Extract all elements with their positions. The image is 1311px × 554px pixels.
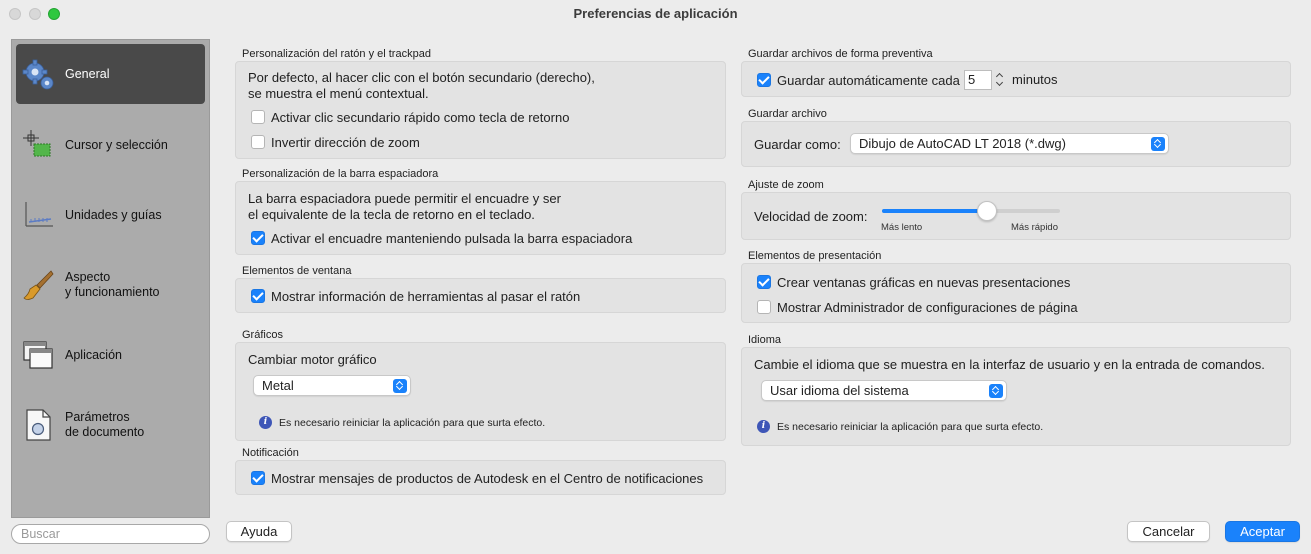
chevron-updown-icon: [393, 379, 407, 393]
invert-zoom-label: Invertir dirección de zoom: [271, 134, 420, 150]
notification-panel: [235, 460, 726, 495]
sidebar-item-document[interactable]: [16, 398, 205, 452]
spacebar-description-line1: La barra espaciadora puede permitir el encuadre y ser: [248, 191, 561, 206]
sidebar: [11, 39, 210, 518]
accept-button[interactable]: Aceptar: [1225, 521, 1300, 542]
sidebar-item-cursor[interactable]: [16, 123, 205, 167]
zoom-speed-slider-knob[interactable]: [977, 201, 997, 221]
autosave-minutes-field[interactable]: 5: [964, 70, 992, 90]
tooltips-label: Mostrar información de herramientas al pasar el ratón: [271, 288, 581, 304]
zoom-speed-label: Velocidad de zoom:: [754, 209, 868, 224]
zoom-faster-label: Más rápido: [1011, 222, 1058, 233]
cancel-button[interactable]: Cancelar: [1127, 521, 1210, 542]
spacebar-description-line2: el equivalente de la tecla de retorno en el teclado.: [248, 207, 535, 222]
graphics-engine-label: Cambiar motor gráfico: [248, 352, 377, 367]
gear-icon: [21, 57, 55, 91]
layout-panel: [741, 263, 1291, 323]
chevron-updown-icon: [989, 384, 1003, 398]
autosave-checkbox[interactable]: [757, 73, 771, 87]
graphics-engine-value: Metal: [262, 378, 294, 393]
minutes-stepper-icon[interactable]: [994, 70, 1006, 90]
tooltips-option[interactable]: [251, 287, 580, 305]
mouse-description-line1: Por defecto, al hacer clic con el botón secundario (derecho),: [248, 70, 595, 85]
graphics-engine-select[interactable]: [253, 375, 411, 396]
create-viewports-checkbox[interactable]: [757, 275, 771, 289]
quick-secondary-click-label: Activar clic secundario rápido como tecla de retorno: [271, 109, 570, 125]
ruler-icon: [21, 198, 55, 232]
invert-zoom-checkbox[interactable]: [251, 135, 265, 149]
section-title-spacebar: Personalización de la barra espaciadora: [242, 168, 439, 180]
page-setup-manager-label: Mostrar Administrador de configuraciones de página: [777, 299, 1078, 315]
spacebar-pan-option[interactable]: [251, 229, 632, 247]
section-title-save: Guardar archivo: [748, 108, 827, 120]
sidebar-item-label: Aspecto y funcionamiento: [65, 270, 160, 299]
section-title-window-elements: Elementos de ventana: [242, 265, 352, 277]
mouse-settings-panel: [235, 61, 726, 159]
section-title-autosave: Guardar archivos de forma preventiva: [748, 48, 933, 60]
quick-secondary-click-checkbox[interactable]: [251, 110, 265, 124]
spacebar-settings-panel: [235, 181, 726, 255]
sidebar-item-label: Unidades y guías: [65, 207, 162, 222]
sidebar-item-appearance[interactable]: [16, 258, 205, 312]
language-description: Cambie el idioma que se muestra en la interfaz de usuario y en la entrada de comandos.: [754, 357, 1265, 372]
mouse-description-line2: se muestra el menú contextual.: [248, 86, 429, 101]
save-as-label: Guardar como:: [754, 137, 841, 152]
save-format-value: Dibujo de AutoCAD LT 2018 (*.dwg): [859, 136, 1066, 151]
spacebar-pan-label: Activar el encuadre manteniendo pulsada la barra espaciadora: [271, 230, 633, 246]
chevron-updown-icon: [1151, 137, 1165, 151]
tooltips-checkbox[interactable]: [251, 289, 265, 303]
info-icon: i: [259, 416, 272, 429]
spacebar-pan-checkbox[interactable]: [251, 231, 265, 245]
zoom-panel: [741, 192, 1291, 240]
sidebar-item-application[interactable]: [16, 333, 205, 377]
page-setup-manager-checkbox[interactable]: [757, 300, 771, 314]
help-button[interactable]: Ayuda: [226, 521, 292, 542]
sidebar-item-units[interactable]: [16, 193, 205, 237]
autosave-label: Guardar automáticamente cada: [777, 72, 960, 88]
sidebar-item-label: Parámetros de documento: [65, 410, 145, 439]
autosave-unit-label: minutos: [1012, 72, 1058, 87]
brush-icon: [21, 268, 55, 302]
graphics-panel: [235, 342, 726, 441]
graphics-restart-note: [259, 416, 545, 429]
window-elements-panel: [235, 278, 726, 313]
autodesk-messages-option[interactable]: [251, 469, 703, 487]
language-restart-text: Es necesario reiniciar la aplicación para que surta efecto.: [777, 420, 1044, 433]
language-restart-note: [757, 420, 1043, 433]
autodesk-messages-label: Mostrar mensajes de productos de Autodesk en el Centro de notificaciones: [271, 470, 704, 486]
create-viewports-option[interactable]: [757, 273, 1070, 291]
sidebar-item-label: Cursor y selección: [65, 137, 168, 152]
autosave-panel: [741, 61, 1291, 97]
create-viewports-label: Crear ventanas gráficas en nuevas presentaciones: [777, 274, 1071, 290]
section-title-zoom: Ajuste de zoom: [748, 179, 824, 191]
quick-secondary-click-option[interactable]: [251, 108, 569, 126]
language-value: Usar idioma del sistema: [770, 383, 909, 398]
sidebar-item-label: Aplicación: [65, 347, 122, 362]
window-title: Preferencias de aplicación: [573, 6, 738, 21]
autosave-option[interactable]: [757, 71, 960, 89]
save-panel: [741, 121, 1291, 167]
search-input[interactable]: [11, 524, 210, 544]
section-title-layout: Elementos de presentación: [748, 250, 882, 262]
sidebar-item-general[interactable]: [16, 44, 205, 104]
autodesk-messages-checkbox[interactable]: [251, 471, 265, 485]
windows-icon: [21, 338, 55, 372]
document-icon: [21, 408, 55, 442]
language-panel: [741, 347, 1291, 446]
graphics-restart-text: Es necesario reiniciar la aplicación para que surta efecto.: [279, 416, 546, 429]
minimize-window-button[interactable]: [29, 8, 41, 20]
sidebar-item-label: General: [65, 66, 110, 81]
section-title-notification: Notificación: [242, 447, 299, 459]
page-setup-manager-option[interactable]: [757, 298, 1078, 316]
section-title-mouse: Personalización del ratón y el trackpad: [242, 48, 431, 60]
title-bar: [0, 0, 1311, 28]
zoom-speed-slider-fill: [882, 209, 987, 213]
section-title-language: Idioma: [748, 334, 782, 346]
crosshair-icon: [21, 128, 55, 162]
info-icon: i: [757, 420, 770, 433]
save-format-select[interactable]: [850, 133, 1169, 154]
language-select[interactable]: [761, 380, 1007, 401]
invert-zoom-option[interactable]: [251, 133, 420, 151]
zoom-slower-label: Más lento: [881, 222, 923, 233]
zoom-window-button[interactable]: [48, 8, 60, 20]
close-window-button[interactable]: [9, 8, 21, 20]
section-title-graphics: Gráficos: [242, 329, 283, 341]
